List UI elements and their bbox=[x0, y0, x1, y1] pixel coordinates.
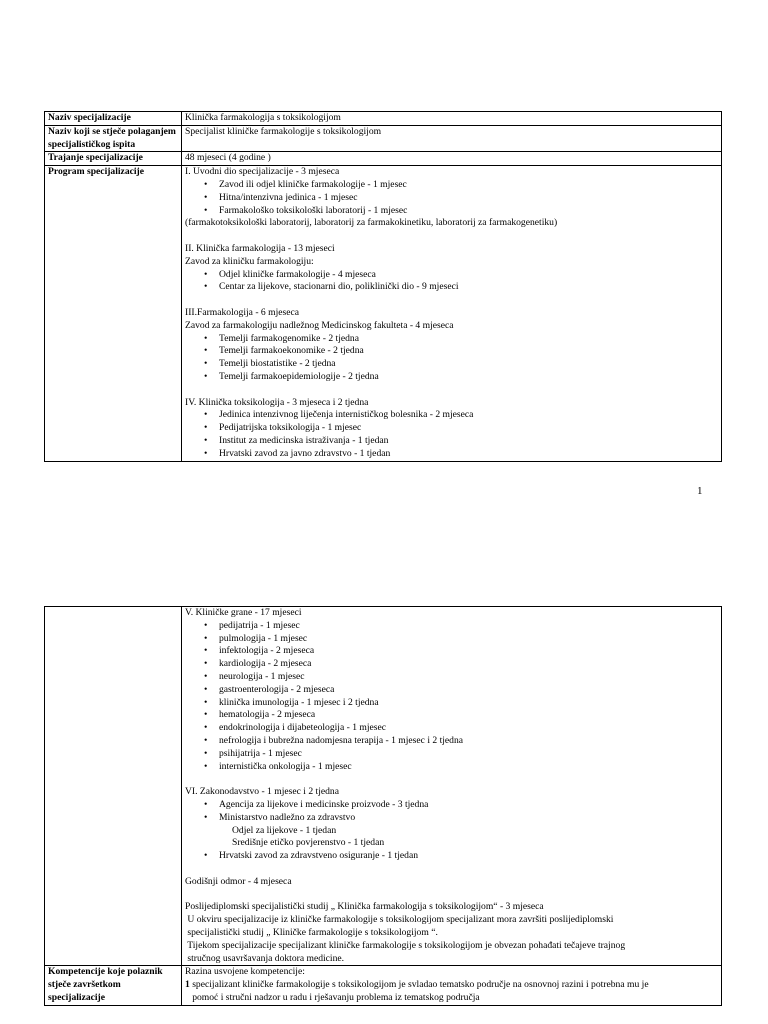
table-row bbox=[45, 607, 722, 966]
section-title: IV. Klinička toksikologija - 3 mjeseca i 2 tjedna bbox=[185, 396, 369, 408]
level-number: 1 bbox=[185, 979, 190, 991]
competence-level-1 bbox=[185, 979, 718, 992]
list-item: • Zavod ili odjel kliničke farmakologije - 1 mjesec bbox=[219, 179, 718, 192]
row-label: Trajanje specijalizacije bbox=[45, 152, 182, 166]
section-title: V. Kliničke grane - 17 mjeseci bbox=[185, 607, 302, 618]
postgrad-text: Tijekom specijalizacije specijalizant kliničke farmakologije s toksikologijom je obvezan pohađati tečajeve trajnog bbox=[185, 939, 626, 951]
list-item: • nefrologija i bubrežna nadomjesna terapija - 1 mjesec i 2 tjedna bbox=[219, 735, 718, 748]
section-note: (farmakotoksikološki laboratorij, laboratorij za farmakokinetiku, laboratorij za farmakogenetiku) bbox=[185, 217, 558, 229]
list-item: • klinička imunologija - 1 mjesec i 2 tjedna bbox=[219, 697, 718, 710]
list-item: • Temelji farmakoekonomike - 2 tjedna bbox=[219, 345, 718, 358]
list-item: • Pedijatrijska toksikologija - 1 mjesec bbox=[219, 422, 718, 435]
list-item: • Temelji farmakogenomike - 2 tjedna bbox=[219, 333, 718, 346]
list-item: • Hrvatski zavod za javno zdravstvo - 1 tjedan bbox=[219, 448, 718, 461]
competence-cell bbox=[182, 966, 722, 1005]
row-label: Naziv specijalizacije bbox=[45, 112, 182, 126]
section-subtitle: Zavod za kliničku farmakologiju: bbox=[185, 255, 314, 267]
row-label: Naziv koji se stječe polaganjem specijalističkog ispita bbox=[45, 125, 182, 152]
list-item: • endokrinologija i dijabeteologija - 1 mjesec bbox=[219, 722, 718, 735]
list-item: • hematologija - 2 mjeseca bbox=[219, 709, 718, 722]
table-row bbox=[45, 125, 722, 152]
section-list bbox=[185, 799, 718, 825]
postgrad-text: stručnog usavršavanja doktora medicine. bbox=[185, 952, 345, 964]
list-item: • Centar za lijekove, stacionarni dio, poliklinički dio - 9 mjeseci bbox=[219, 281, 718, 294]
list-item: • kardiologija - 2 mjeseca bbox=[219, 658, 718, 671]
specialization-table-page2 bbox=[44, 606, 722, 1006]
section-list bbox=[185, 179, 718, 217]
list-item: • internistička onkologija - 1 mjesec bbox=[219, 761, 718, 774]
table-row bbox=[45, 112, 722, 126]
program-cell-continued bbox=[182, 607, 722, 966]
list-item: • Jedinica intenzivnog liječenja internističkog bolesnika - 2 mjeseca bbox=[219, 409, 718, 422]
section-title: II. Klinička farmakologija - 13 mjeseci bbox=[185, 242, 335, 254]
row-label: Kompetencije koje polaznik stječe završetkom specijalizacije bbox=[45, 966, 182, 1005]
list-item: • Temelji farmakoepidemiologije - 2 tjedna bbox=[219, 371, 718, 384]
list-item: • Agencija za lijekove i medicinske proizvode - 3 tjedna bbox=[219, 799, 718, 812]
section-list bbox=[185, 850, 718, 863]
section-title: I. Uvodni dio specijalizacije - 3 mjeseca bbox=[185, 166, 340, 178]
list-item: • Hitna/intenzivna jedinica - 1 mjesec bbox=[219, 192, 718, 205]
level-text: specijalizant kliničke farmakologije s toksikologijom je svladao tematsko područje na osnovnoj razini i potrebna mu je bbox=[189, 979, 649, 991]
row-label-empty bbox=[45, 607, 182, 966]
list-item: • Temelji biostatistike - 2 tjedna bbox=[219, 358, 718, 371]
sub-item: Središnje etičko povjerenstvo - 1 tjedan bbox=[232, 837, 385, 849]
list-item: • Farmakološko toksikološki laboratorij - 1 mjesec bbox=[219, 205, 718, 218]
list-item: • Hrvatski zavod za zdravstveno osiguranje - 1 tjedan bbox=[219, 850, 718, 863]
specialization-table-page1 bbox=[44, 111, 722, 462]
row-value: 48 mjeseci (4 godine ) bbox=[182, 152, 722, 166]
list-item: • pulmologija - 1 mjesec bbox=[219, 633, 718, 646]
row-label: Program specijalizacije bbox=[45, 166, 182, 461]
table-row bbox=[45, 166, 722, 461]
table-row bbox=[45, 152, 722, 166]
list-item: • Odjel kliničke farmakologije - 4 mjeseca bbox=[219, 269, 718, 282]
section-subtitle: Zavod za farmakologiju nadležnog Medicinskog fakulteta - 4 mjeseca bbox=[185, 319, 454, 331]
list-item: • neurologija - 1 mjesec bbox=[219, 671, 718, 684]
competence-heading: Razina usvojene kompetencije: bbox=[185, 966, 305, 978]
table-row bbox=[45, 966, 722, 1005]
list-item: • pedijatrija - 1 mjesec bbox=[219, 620, 718, 633]
sub-item: Odjel za lijekove - 1 tjedan bbox=[232, 824, 337, 836]
list-item: • infektologija - 2 mjeseca bbox=[219, 645, 718, 658]
row-value: Specijalist kliničke farmakologije s toksikologijom bbox=[182, 125, 722, 152]
postgrad-text: Poslijediplomski specijalistički studij „ Klinička farmakologija s toksikologijom“ - 3 mjeseca bbox=[185, 901, 544, 913]
section-list bbox=[185, 333, 718, 384]
list-item: • Ministarstvo nadležno za zdravstvo bbox=[219, 812, 718, 825]
section-title: III.Farmakologija - 6 mjeseca bbox=[185, 306, 300, 318]
list-item: • gastroenterologija - 2 mjeseca bbox=[219, 684, 718, 697]
program-cell bbox=[182, 166, 722, 461]
competence-level-1-cont: pomoć i stručni nadzor u radu i rješavanju problema iz tematskog područja bbox=[185, 991, 480, 1003]
section-title: VI. Zakonodavstvo - 1 mjesec i 2 tjedna bbox=[185, 786, 339, 798]
vacation-text: Godišnji odmor - 4 mjeseca bbox=[185, 875, 292, 887]
section-list bbox=[185, 409, 718, 460]
postgrad-text: U okviru specijalizacije iz kliničke farmakologije s toksikologijom specijalizant mora završiti poslijediplomski bbox=[185, 914, 614, 926]
row-value: Klinička farmakologija s toksikologijom bbox=[182, 112, 722, 126]
list-item: • psihijatrija - 1 mjesec bbox=[219, 748, 718, 761]
section-list bbox=[185, 620, 718, 774]
postgrad-text: specijalistički studij „ Kliničke farmakologije s toksikologijom “. bbox=[185, 926, 438, 938]
section-list bbox=[185, 269, 718, 295]
list-item: • Institut za medicinska istraživanja - 1 tjedan bbox=[219, 435, 718, 448]
page-number: 1 bbox=[697, 485, 703, 497]
